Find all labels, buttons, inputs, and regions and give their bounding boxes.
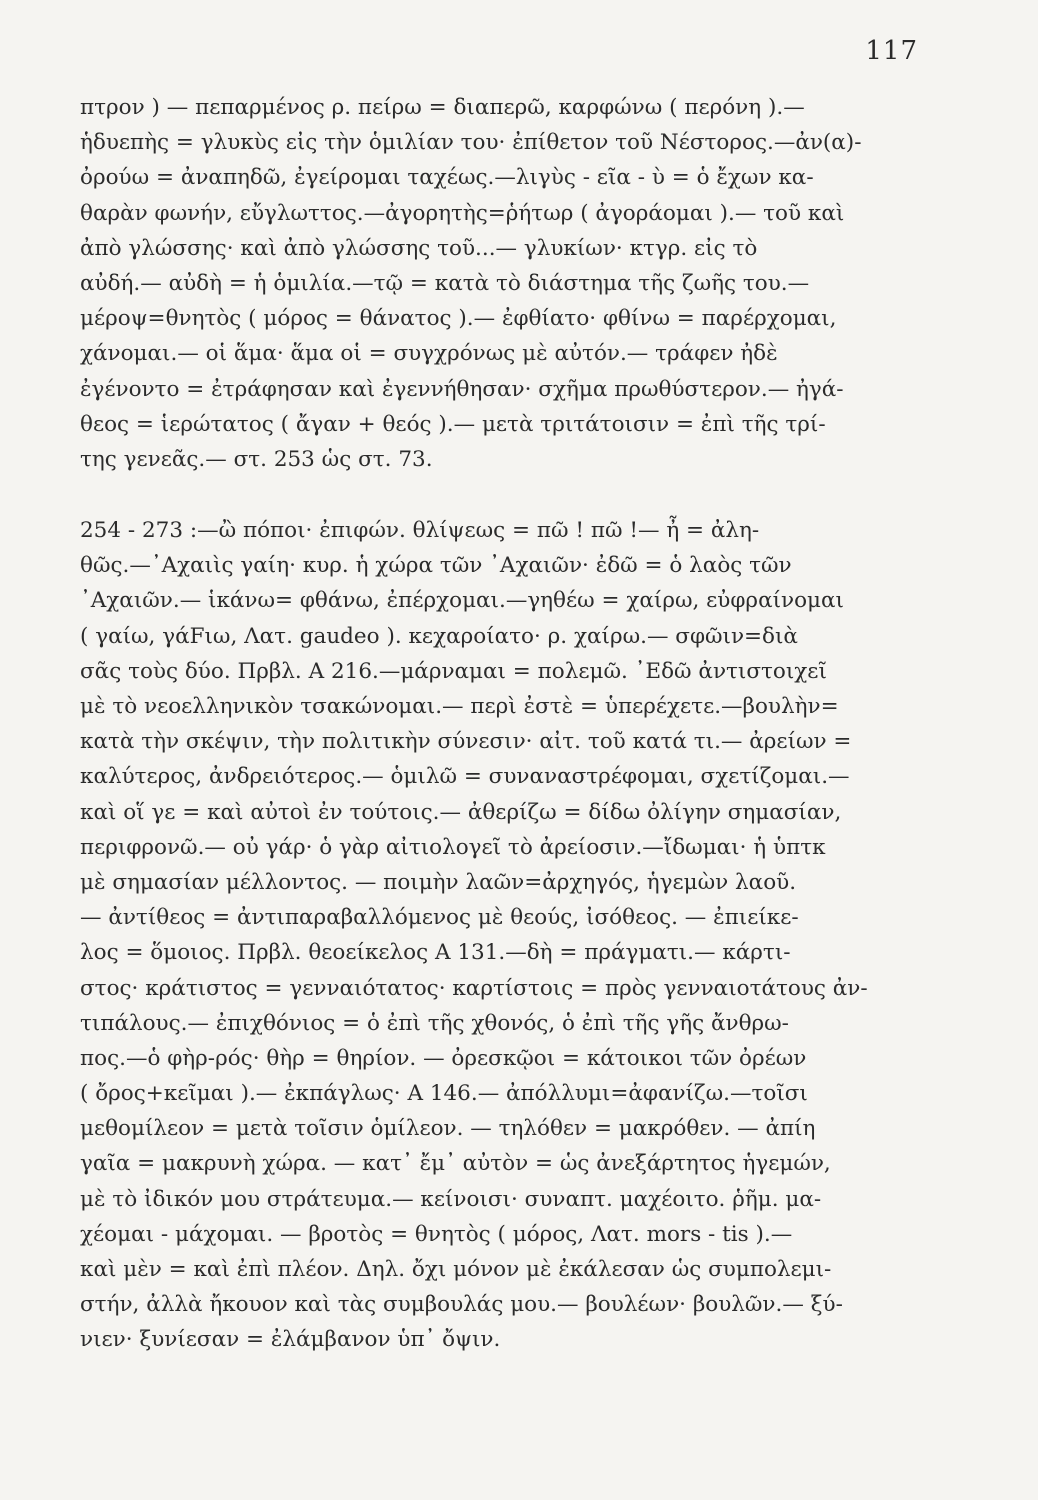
text-line: στος· κράτιστος = γενναιότατος· καρτίστοις = πρὸς γενναιοτάτους ἀν- [80, 975, 868, 1001]
text-line: σᾶς τοὺς δύο. Πρβλ. Α 216.—μάρναμαι = πολεμῶ. ᾿Εδῶ ἀντιστοιχεῖ [80, 658, 827, 684]
text-line: ἀπὸ γλώσσης· καὶ ἀπὸ γλώσσης τοῦ...— γλυκίων· κτγρ. εἰς τὸ [80, 235, 758, 261]
text-line: λος = ὅμοιος. Πρβλ. θεοείκελος Α 131.—δὴ = πράγματι.— κάρτι- [80, 940, 791, 966]
text-line: νιεν· ξυνίεσαν = ἐλάμβανον ὑπ᾿ ὄψιν. [80, 1327, 501, 1353]
text-line: στήν, ἀλλὰ ἤκουον καὶ τὰς συμβουλάς μου.— βουλέων· βουλῶν.— ξύ- [80, 1292, 843, 1318]
text-line: ( ὄρος+κεῖμαι ).— ἐκπάγλως· Α 146.— ἀπόλλυμι=ἀφανίζω.—τοῖσι [80, 1081, 808, 1107]
text-line: αὐδή.— αὐδὴ = ἡ ὁμιλία.—τῷ = κατὰ τὸ διάστημα τῆς ζωῆς του.— [80, 270, 810, 296]
text-line: χάνομαι.— οἱ ἅμα· ἅμα οἱ = συγχρόνως μὲ αὐτόν.— τράφεν ἠδὲ [80, 341, 778, 367]
text-line: μεθομίλεον = μετὰ τοῖσιν ὁμίλεον. — τηλόθεν = μακρόθεν. — ἀπίη [80, 1116, 816, 1142]
text-line: καὶ μὲν = καὶ ἐπὶ πλέον. Δηλ. ὄχι μόνον μὲ ἐκάλεσαν ὡς συμπολεμι- [80, 1257, 832, 1282]
paragraph-verse-notes-1 [80, 90, 940, 477]
page-number: 117 [865, 36, 918, 66]
text-line: θῶς.—᾿Αχαιὶς γαίη· κυρ. ἡ χώρα τῶν ᾿Αχαιῶν· ἐδῶ = ὁ λαὸς τῶν [80, 553, 792, 579]
text-line: θεος = ἱερώτατος ( ἄγαν + θεός ).— μετὰ τριτάτοισιν = ἐπὶ τῆς τρί- [80, 411, 826, 437]
text-line: θαρὰν φωνήν, εὔγλωττος.—ἀγορητὴς=ῥήτωρ ( ἀγοράομαι ).— τοῦ καὶ [80, 200, 845, 226]
text-line: ἐγένοντο = ἐτράφησαν καὶ ἐγεννήθησαν· σχῆμα πρωθύστερον.— ἠγά- [80, 376, 844, 402]
text-line: πτρον ) — πεπαρμένος ρ. πείρω = διαπερῶ, καρφώνω ( περόνη ).— [80, 95, 805, 120]
text-line: περιφρονῶ.— οὐ γάρ· ὁ γὰρ αἰτιολογεῖ τὸ ἀρείοσιν.—ἴδωμαι· ἡ ὑπτκ [80, 834, 826, 860]
text-line: ὀρούω = ἀναπηδῶ, ἐγείρομαι ταχέως.—λιγὺς - εῖα - ὺ = ὁ ἔχων κα- [80, 165, 814, 191]
text-line: πος.—ὁ φὴρ-ρός· θὴρ = θηρίον. — ὀρεσκῷοι = κάτοικοι τῶν ὀρέων [80, 1045, 807, 1071]
text-line: ἡδυεπὴς = γλυκὺς εἰς τὴν ὁμιλίαν του· ἐπίθετον τοῦ Νέστορος.—ἀν(α)- [80, 130, 862, 156]
text-line: — ἀντίθεος = ἀντιπαραβαλλόμενος μὲ θεούς, ἰσόθεος. — ἐπιείκε- [80, 905, 799, 931]
text-line: μέροψ=θνητὸς ( μόρος = θάνατος ).— ἐφθίατο· φθίνω = παρέρχομαι, [80, 306, 837, 332]
text-line: καλύτερος, ἀνδρειότερος.— ὁμιλῶ = συναναστρέφομαι, σχετίζομαι.— [80, 764, 850, 790]
text-line: της γενεᾶς.— στ. 253 ὡς στ. 73. [80, 446, 433, 472]
text-line: 254 - 273 :—ὢ πόποι· ἐπιφών. θλίψεως = πῶ ! πῶ !— ἦ = ἀλη- [80, 518, 760, 544]
paragraph-spacer [80, 477, 940, 513]
commentary-text [80, 90, 940, 1358]
text-line: καὶ οἵ γε = καὶ αὐτοὶ ἐν τούτοις.— ἀθερίζω = δίδω ὀλίγην σημασίαν, [80, 799, 842, 825]
text-line: μὲ τὸ νεοελληνικὸν τσακώνομαι.— περὶ ἐστὲ = ὑπερέχετε.—βουλὴν= [80, 694, 839, 719]
text-line: χέομαι - μάχομαι. — βροτὸς = θνητὸς ( μόρος, Λατ. mors - tis ).— [80, 1221, 793, 1247]
text-line: ( γαίω, γάFιω, Λατ. gaudeo ). κεχαροίατο· ρ. χαίρω.— σφῶιν=διὰ [80, 623, 798, 649]
text-line: τιπάλους.— ἐπιχθόνιος = ὁ ἐπὶ τῆς χθονός, ὁ ἐπὶ τῆς γῆς ἄνθρω- [80, 1010, 789, 1036]
text-line: κατὰ τὴν σκέψιν, τὴν πολιτικὴν σύνεσιν· αἰτ. τοῦ κατά τι.— ἀρείων = [80, 729, 852, 755]
text-line: μὲ σημασίαν μέλλοντος. — ποιμὴν λαῶν=ἀρχηγός, ἡγεμὼν λαοῦ. [80, 869, 797, 895]
text-line: μὲ τὸ ἰδικόν μου στράτευμα.— κείνοισι· συναπτ. μαχέοιτο. ῥῆμ. μα- [80, 1186, 822, 1212]
text-line: γαῖα = μακρυνὴ χώρα. — κατ᾿ ἔμ᾿ αὐτὸν = ὡς ἀνεξάρτητος ἡγεμών, [80, 1151, 831, 1177]
text-line: ᾿Αχαιῶν.— ἱκάνω= φθάνω, ἐπέρχομαι.—γηθέω = χαίρω, εὐφραίνομαι [80, 588, 844, 614]
paragraph-verse-notes-254-273 [80, 513, 940, 1358]
